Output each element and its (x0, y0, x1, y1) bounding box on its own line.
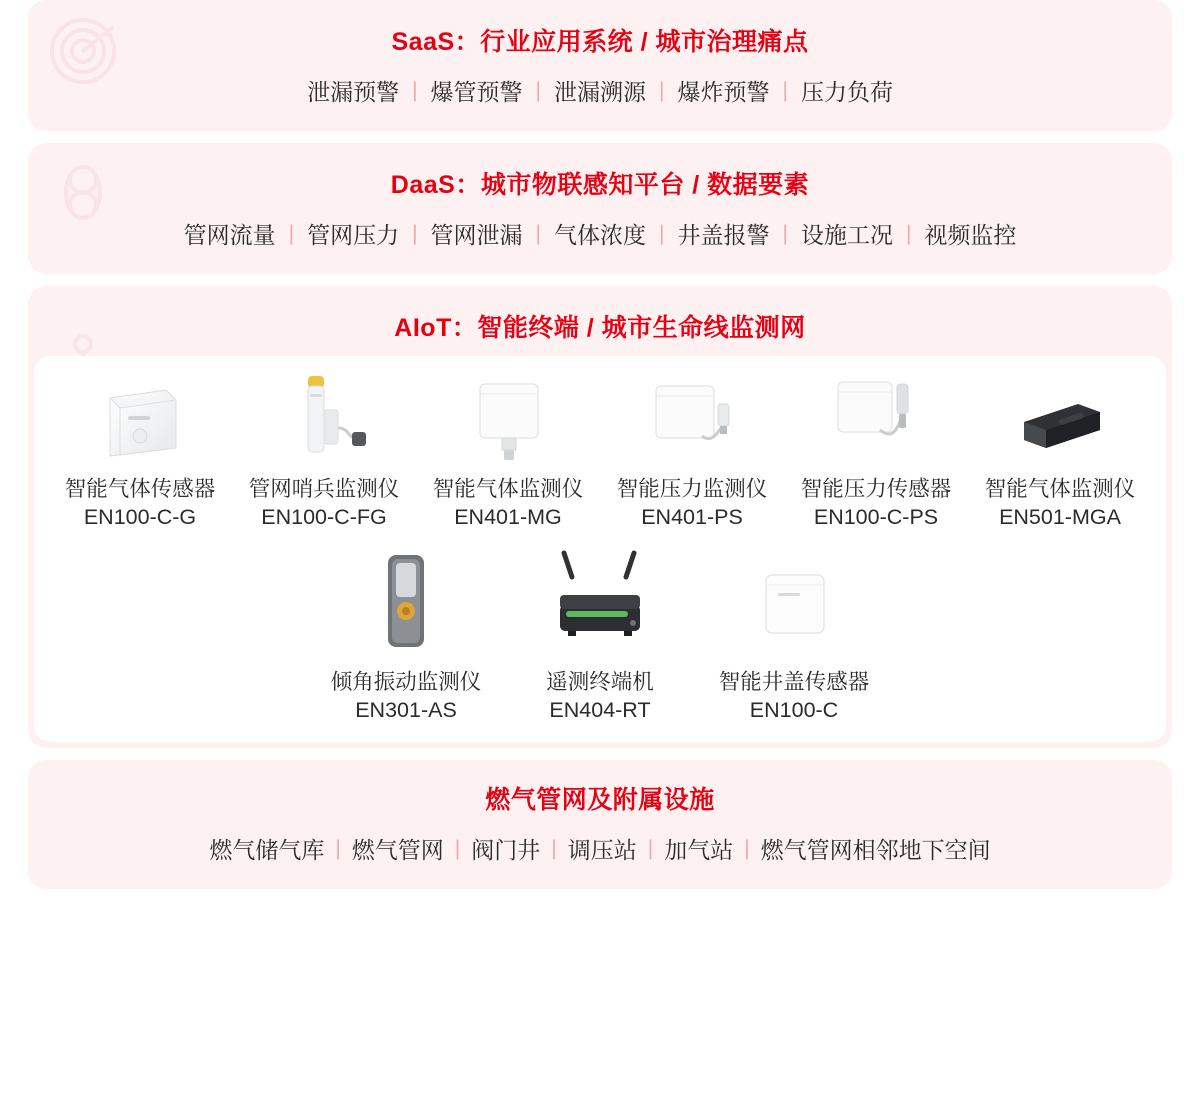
device-name: 智能井盖传感器 (718, 670, 870, 695)
rtu-router-device-icon (530, 549, 670, 659)
device-model: EN501-MGA (999, 504, 1121, 529)
device-model: EN401-PS (641, 504, 743, 529)
layer-title-saas (28, 0, 1172, 70)
tag-divider: | (412, 79, 418, 102)
tag-divider: | (659, 79, 665, 102)
tag-daas-4: 井盖报警 (677, 222, 770, 248)
device-card-en301-as[interactable] (313, 549, 499, 724)
tag-pipeline-4: 加气站 (664, 837, 734, 864)
layer-daas (28, 143, 1172, 274)
device-name: 智能气体监测仪 (432, 477, 584, 501)
device-model: EN301-AS (355, 697, 457, 722)
tag-divider: | (535, 222, 541, 245)
tag-row-saas (28, 70, 1172, 131)
layer-title-aiot-en: AIoT： (394, 314, 478, 342)
device-card-en100-c-fg[interactable] (232, 370, 416, 531)
device-name: 智能气体传感器 (64, 477, 216, 501)
tag-divider: | (782, 79, 788, 102)
device-card-en100-c[interactable] (701, 549, 887, 724)
tag-divider: | (288, 222, 295, 245)
layer-title-saas-en: SaaS： (391, 28, 481, 56)
layer-aiot (28, 286, 1172, 748)
tag-saas-0: 泄漏预警 (307, 79, 400, 105)
sentinel-monitor-device-icon (264, 370, 384, 466)
device-name: 遥测终端机 (546, 670, 654, 695)
gas-monitor-device-icon (448, 370, 568, 466)
tag-divider: | (905, 222, 912, 245)
device-model: EN100-C-FG (261, 504, 387, 529)
tag-daas-3: 气体浓度 (554, 222, 646, 248)
tag-daas-1: 管网压力 (307, 222, 400, 248)
device-card-en100-c-g[interactable] (48, 370, 232, 531)
tag-saas-1: 爆管预警 (430, 79, 523, 105)
device-name: 智能压力监测仪 (616, 477, 768, 501)
device-model: EN100-C-PS (813, 504, 939, 529)
tag-pipeline-0: 燃气储气库 (209, 837, 325, 864)
tag-saas-2: 泄漏溯源 (554, 79, 646, 105)
tilt-vibration-device-icon (346, 549, 466, 659)
tag-divider: | (647, 837, 654, 861)
aiot-device-panel (34, 356, 1166, 742)
tag-divider: | (335, 837, 341, 861)
manhole-sensor-device-icon (734, 549, 854, 659)
tag-row-pipeline (28, 828, 1172, 889)
tag-pipeline-5: 燃气管网相邻地下空间 (760, 837, 991, 864)
device-name: 智能气体监测仪 (984, 477, 1136, 501)
device-model: EN100-C-G (83, 504, 197, 529)
layer-title-pipeline-cn: 燃气管网及附属设施 (485, 786, 715, 815)
device-model: EN401-MG (454, 504, 562, 529)
device-row-2 (44, 549, 1156, 724)
tag-daas-5: 设施工况 (800, 222, 893, 248)
device-card-en501-mga[interactable] (968, 370, 1152, 531)
layer-saas (28, 0, 1172, 131)
tag-divider: | (454, 837, 461, 861)
tag-divider: | (535, 79, 541, 102)
layer-title-daas-cn: 城市物联感知平台 / 数据要素 (480, 171, 810, 199)
layer-title-aiot-cn: 智能终端 / 城市生命线监测网 (477, 314, 806, 342)
tag-saas-4: 压力负荷 (800, 79, 893, 105)
pressure-monitor-device-icon (632, 370, 752, 466)
gas-monitor-black-device-icon (1000, 370, 1120, 466)
tag-divider: | (659, 222, 665, 245)
tag-pipeline-2: 阀门井 (471, 837, 541, 864)
gas-sensor-device-icon (80, 370, 200, 466)
layer-title-aiot (28, 286, 1172, 356)
tag-divider: | (551, 837, 557, 861)
device-card-en404-rt[interactable] (507, 549, 693, 724)
layer-title-daas (28, 143, 1172, 213)
tag-divider: | (744, 837, 750, 861)
tag-divider: | (412, 222, 418, 245)
device-card-en401-mg[interactable] (416, 370, 600, 531)
device-row-1 (44, 370, 1156, 531)
device-name: 管网哨兵监测仪 (248, 477, 400, 501)
device-card-en100-c-ps[interactable] (784, 370, 968, 531)
tag-pipeline-3: 调压站 (567, 837, 637, 864)
device-name: 智能压力传感器 (800, 477, 952, 501)
tag-daas-6: 视频监控 (924, 222, 1017, 248)
device-name: 倾角振动监测仪 (330, 670, 482, 695)
tag-row-daas (28, 213, 1172, 274)
tag-saas-3: 爆炸预警 (677, 79, 770, 105)
tag-daas-2: 管网泄漏 (430, 222, 523, 248)
layer-pipeline (28, 760, 1172, 889)
layer-title-pipeline (28, 760, 1172, 828)
device-card-en401-ps[interactable] (600, 370, 784, 531)
device-model: EN100-C (749, 697, 839, 722)
layer-title-saas-cn: 行业应用系统 / 城市治理痛点 (480, 28, 809, 56)
layer-title-daas-en: DaaS： (390, 171, 481, 199)
device-model: EN404-RT (549, 697, 651, 722)
tag-pipeline-1: 燃气管网 (351, 837, 444, 864)
tag-daas-0: 管网流量 (183, 222, 276, 248)
pressure-sensor-device-icon (816, 370, 936, 466)
tag-divider: | (782, 222, 788, 245)
